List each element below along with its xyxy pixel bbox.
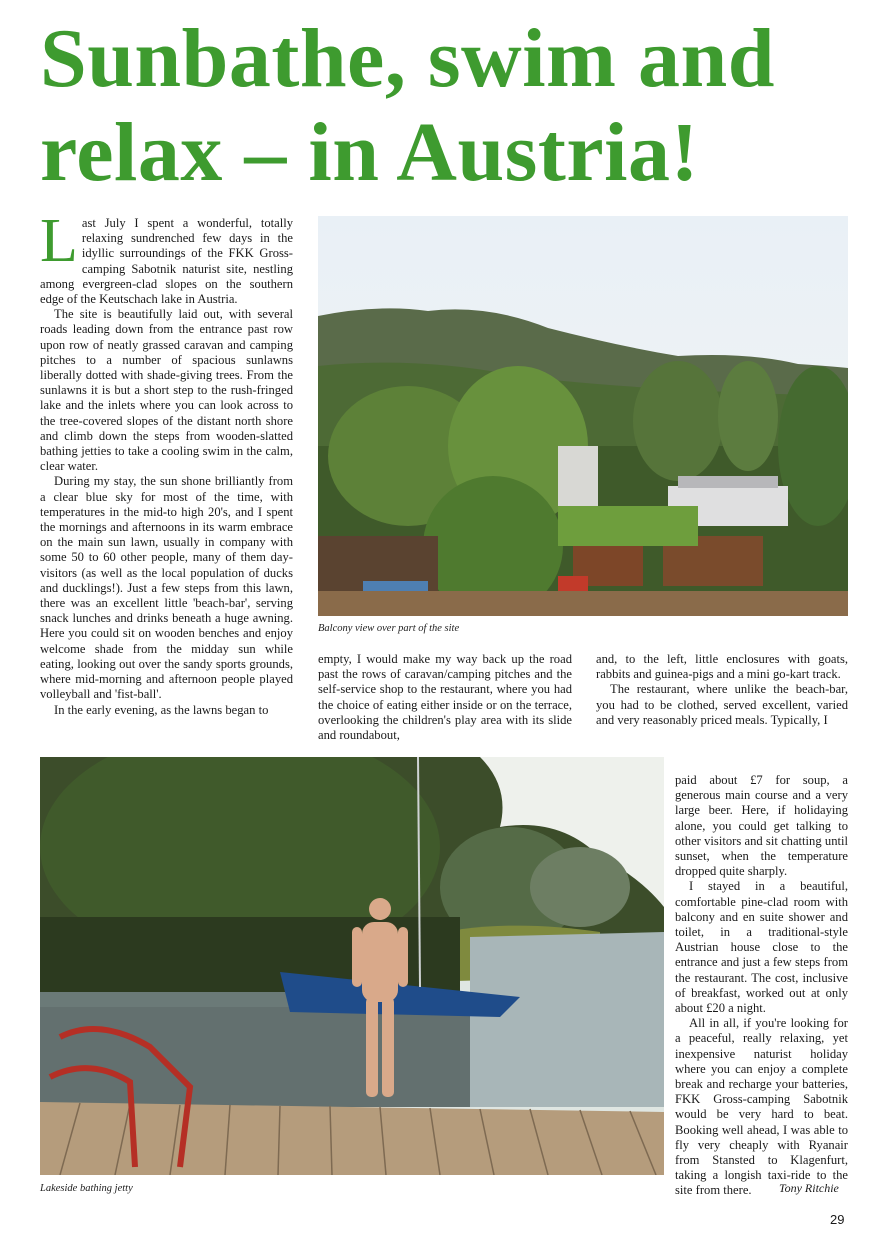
paragraph: I stayed in a beautiful, comfortable pine-clad room with balcony and en suite shower and toilet, in a traditional-style Austrian house close to the entrance and just a few steps from the restaurant. The cost, inclusive of breakfast, worked out at only about £20 a night. [675,879,848,1016]
paragraph: All in all, if you're looking for a peaceful, really relaxing, yet inexpensive naturist holiday where you can enjoy a complete break and recharge your batteries, FKK Gross-camping Sabotnik would be very hard to beat. Booking well ahead, I was able to fly very cheaply with Ryanair from Stansted to Klagenfurt, taking a longish taxi-ride to the site from there. [675,1016,848,1198]
headline-line-1: Sunbathe, swim and [40,12,775,105]
paragraph: During my stay, the sun shone brilliantly from a clear blue sky for most of the time, with temperatures in the mid-to high 20's, and I spent the mornings and afternoons in its warm embrace on the main sun lawn, usually in company with some 50 to 60 other people, many of them day-visitors (as well as the local population of ducks and ducklings!). Just a few steps from this lawn, there was an excellent little 'beach-bar', serving snack lunches and drinks beneath a huge awning. Here you could sit on wooden benches and enjoy welcome shade from the midday sun while eating, looking out over the sandy sports grounds, where mid-morning and afternoon people played volleyball and 'fist-ball'. [40,474,293,702]
page-number: 29 [830,1212,845,1227]
bottom-photo-caption: Lakeside bathing jetty [40,1183,133,1194]
paragraph: In the early evening, as the lawns began to [54,702,269,717]
article-column-1 [40,207,293,718]
drop-cap: L [40,207,78,275]
paragraph: Last July I spent a wonderful, totally relaxing sundrenched few days in the idyllic surroundings of the FKK Gross-camping Sabotnik naturist site, nestling among evergreen-clad slopes on the southern edge of the Keutschach lake in Austria. [40,207,293,307]
paragraph: empty, I would make my way back up the road past the rows of caravan/camping pitches and the self-service shop to the restaurant, where you had the choice of eating either inside or on the terrace, overlooking the children's play area with its slide and roundabout, [318,652,572,743]
top-photo-caption: Balcony view over part of the site [318,623,460,634]
paragraph: paid about £7 for soup, a generous main course and a very large beer. Here, if holidaying alone, you could get talking to other visitors and sit chatting until sunset, when the temperature dropped quite sharply. [675,773,848,879]
paragraph: The site is beautifully laid out, with several roads leading down from the entrance past row upon row of neatly grassed caravan and camping pitches to a number of spacious sunlawns liberally dotted with shade-giving trees. From the sunlawns it is but a short step to the rush-fringed lake and the inlets where you can look across to the tree-covered slopes of the distant north shore and climb down the steps from wooden-slatted bathing jetties to take a cooling swim in the calm, clear water. [40,307,293,474]
campsite-landscape-image [318,216,848,616]
article-column-3-wrap [675,773,848,1199]
headline-line-2: relax – in Austria! [40,106,699,199]
author-byline: Tony Ritchie [779,1181,839,1195]
article-column-3-top [596,652,848,728]
article-column-2 [318,652,572,743]
paragraph: The restaurant, where unlike the beach-bar, you had to be clothed, served excellent, varied and very reasonably priced meals. Typically, I [596,682,848,727]
headline [40,12,840,200]
lakeside-jetty-photo [40,757,664,1175]
paragraph: and, to the left, little enclosures with goats, rabbits and guinea-pigs and a mini go-kart track. [596,652,848,682]
balcony-view-photo [318,216,848,616]
lakeside-jetty-image [40,757,664,1175]
